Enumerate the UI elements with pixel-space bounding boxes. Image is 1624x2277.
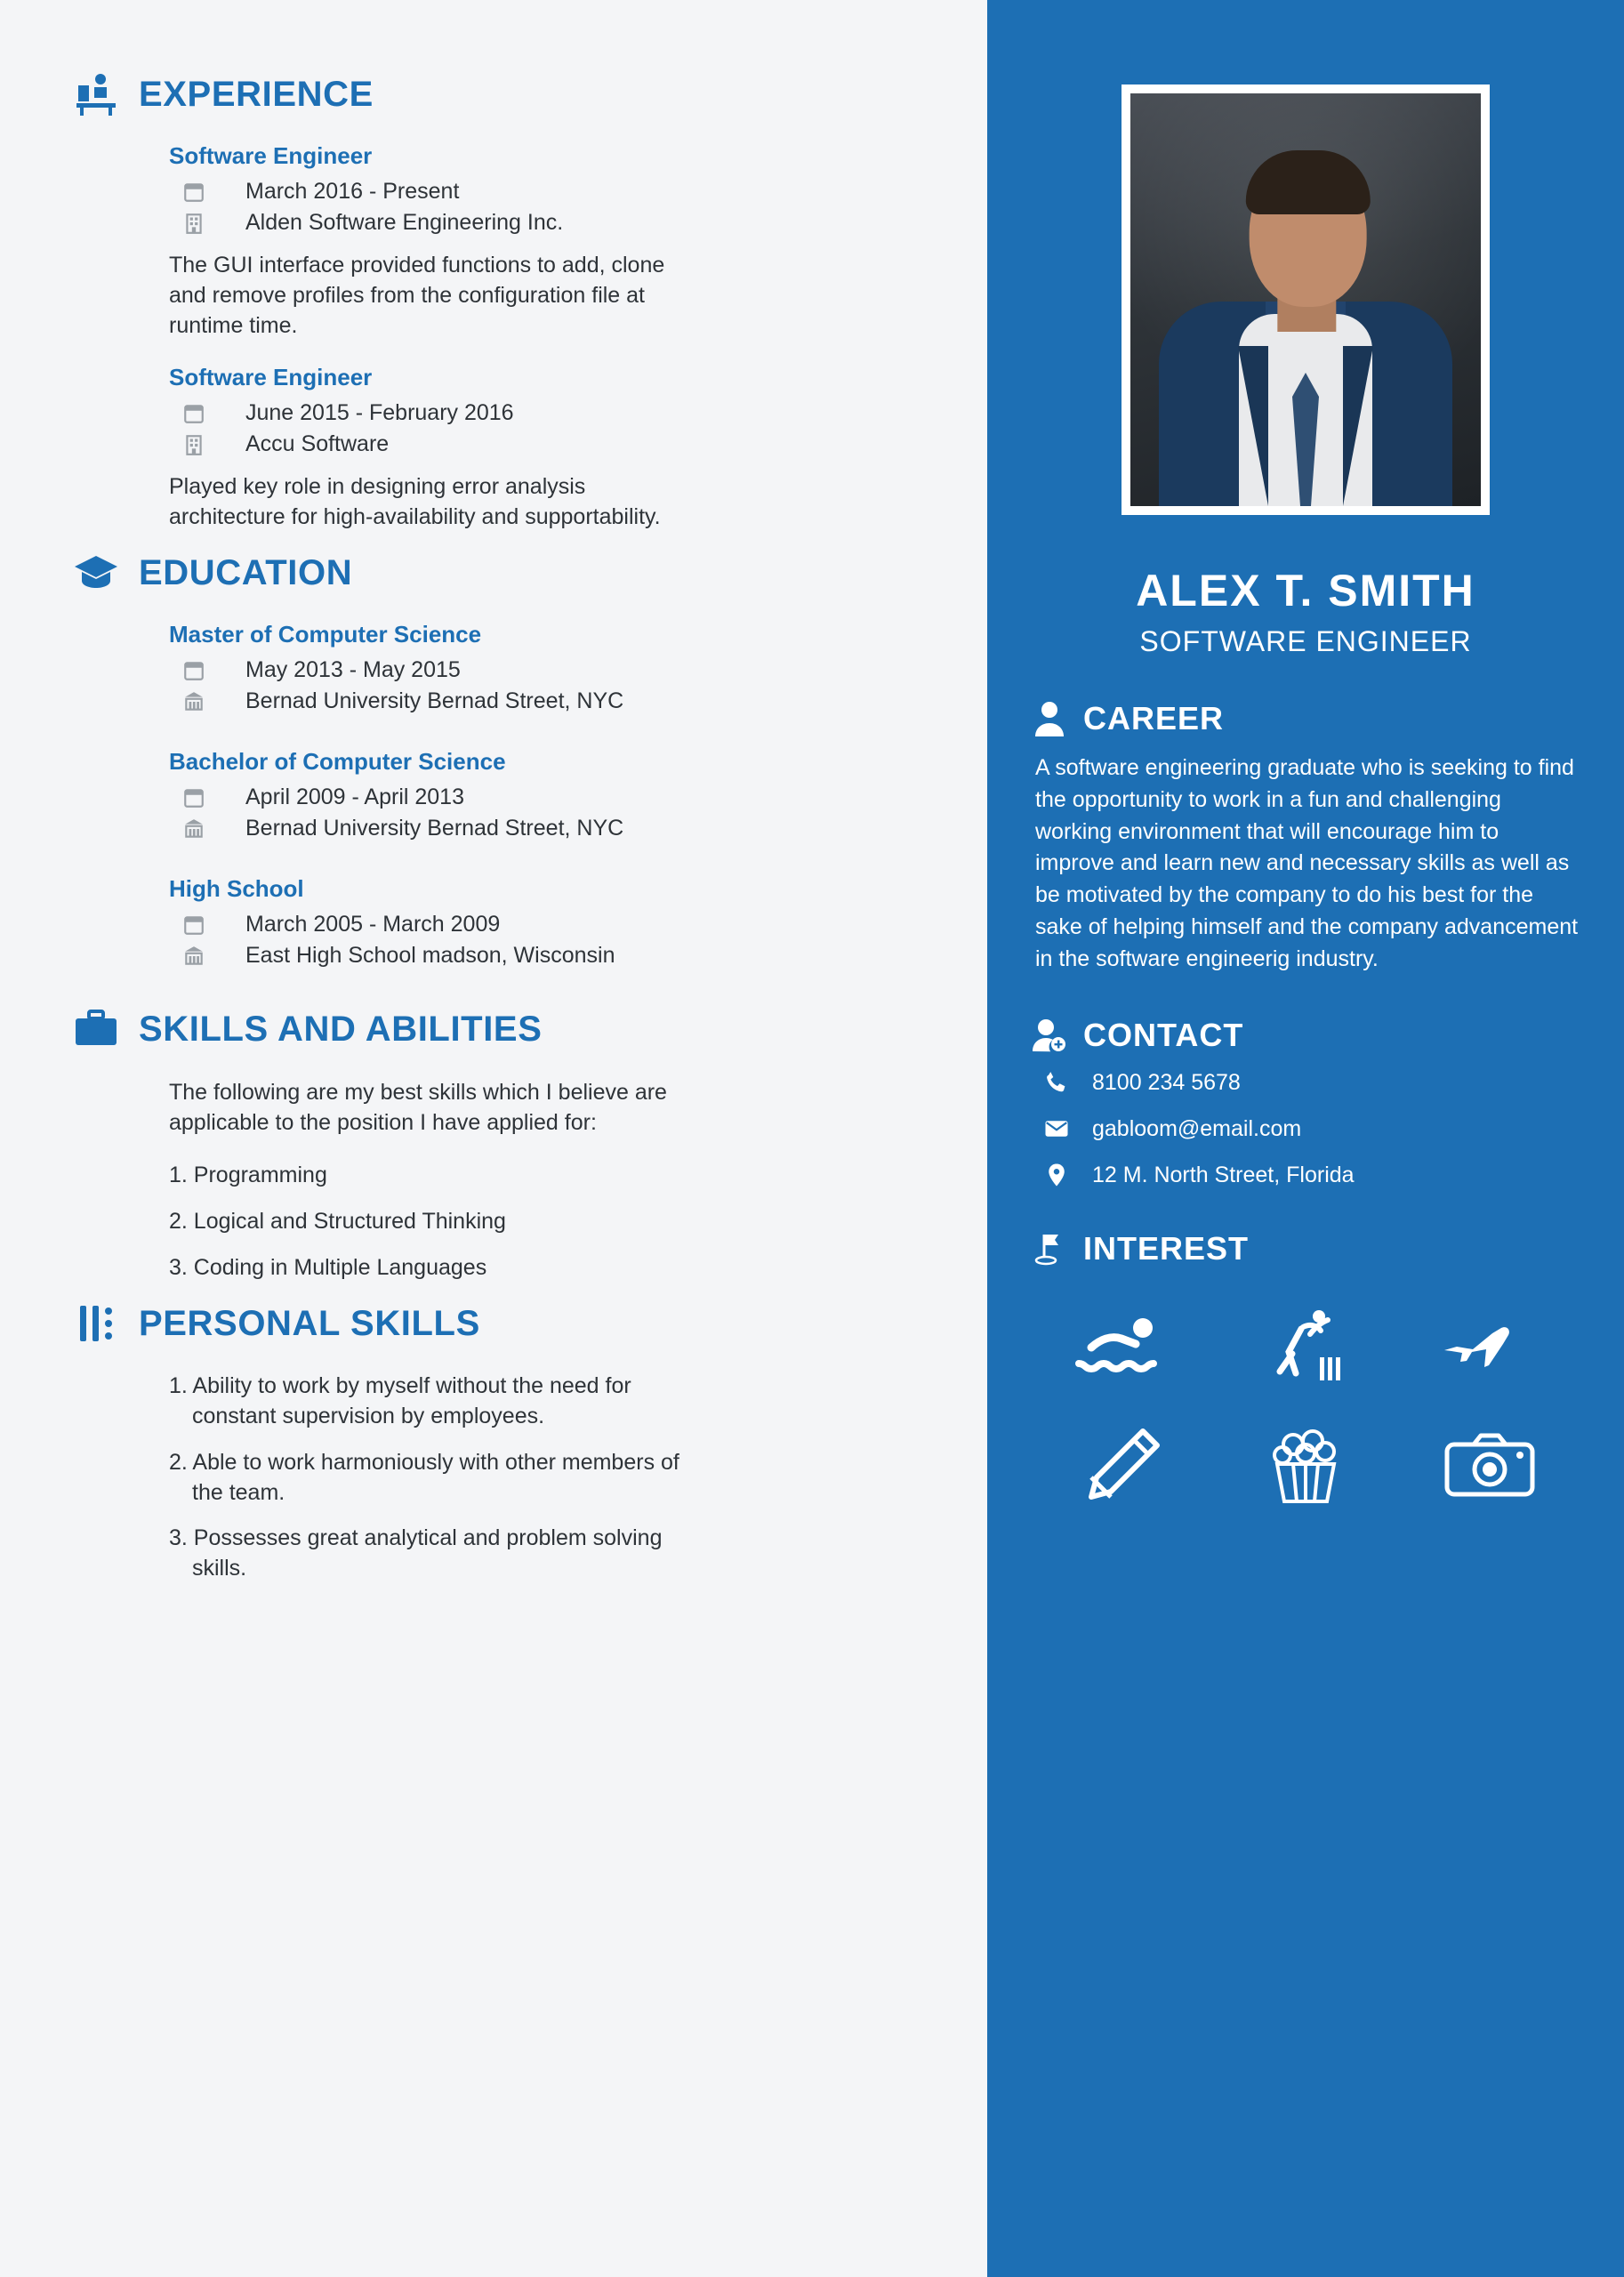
education-section — [71, 548, 925, 969]
job-company: Alden Software Engineering Inc. — [245, 210, 564, 235]
right-column — [987, 0, 1624, 2277]
university-icon — [176, 690, 212, 713]
building-icon — [176, 433, 212, 456]
location-pin-icon — [1041, 1162, 1073, 1188]
experience-title: EXPERIENCE — [139, 74, 374, 114]
education-place-row — [176, 816, 925, 841]
personal-skills-section — [71, 1299, 925, 1584]
skills-section — [71, 1004, 925, 1283]
experience-item — [71, 142, 925, 341]
job-dates: March 2016 - Present — [245, 179, 460, 204]
skills-list-item: 2. Logical and Structured Thinking — [169, 1208, 506, 1234]
job-title: Software Engineer — [169, 364, 373, 390]
building-icon — [176, 212, 212, 235]
education-place: Bernad University Bernad Street, NYC — [245, 688, 624, 713]
workstation-icon — [71, 69, 121, 119]
education-place-row — [176, 688, 925, 714]
education-dates-row — [176, 657, 925, 683]
education-place-row — [176, 943, 925, 969]
job-dates-row — [176, 179, 925, 205]
career-section — [1030, 699, 1581, 975]
education-dates-row — [176, 784, 925, 810]
contact-email[interactable] — [1041, 1115, 1581, 1142]
portrait-photo — [1130, 93, 1481, 506]
skills-list-item: 1. Programming — [169, 1163, 327, 1187]
education-dates-row — [176, 912, 925, 937]
university-icon — [176, 945, 212, 968]
experience-item — [71, 364, 925, 532]
avatar — [1122, 84, 1490, 515]
contact-phone-value: 8100 234 5678 — [1092, 1069, 1241, 1095]
job-dates-row — [176, 400, 925, 426]
personal-skills-item: 3. Possesses great analytical and problem solving skills. — [169, 1525, 663, 1581]
calendar-icon — [176, 402, 212, 425]
job-company-row — [176, 431, 925, 457]
contact-section — [1030, 1016, 1581, 1188]
education-place: Bernad University Bernad Street, NYC — [245, 816, 624, 841]
airplane-icon — [1436, 1300, 1543, 1389]
job-company-row — [176, 210, 925, 236]
pencil-icon — [1068, 1421, 1175, 1510]
education-dates: May 2013 - May 2015 — [245, 657, 461, 682]
interest-icons — [1030, 1300, 1581, 1510]
add-contact-icon — [1030, 1016, 1069, 1055]
job-description: Played key role in designing error analysis architecture for high-availability and supportability. — [169, 474, 661, 529]
personal-skills-item: 1. Ability to work by myself without the need for constant supervision by employees. — [169, 1373, 631, 1428]
job-dates: June 2015 - February 2016 — [245, 400, 514, 425]
education-place: East High School madson, Wisconsin — [245, 943, 615, 968]
swimming-icon — [1068, 1300, 1175, 1389]
university-icon — [176, 817, 212, 841]
education-degree: Bachelor of Computer Science — [169, 748, 506, 775]
contact-phone[interactable] — [1041, 1069, 1581, 1096]
skills-meter-icon — [71, 1299, 121, 1348]
skills-header — [71, 1004, 925, 1054]
camera-icon — [1436, 1421, 1543, 1510]
calendar-icon — [176, 659, 212, 682]
graduation-cap-icon — [71, 548, 121, 598]
career-header — [1030, 699, 1581, 738]
experience-header — [71, 69, 925, 119]
page-title: ALEX T. SMITH — [1136, 566, 1475, 616]
briefcase-icon — [71, 1004, 121, 1054]
calendar-icon — [176, 181, 212, 204]
education-item — [71, 748, 925, 841]
skills-list-item: 3. Coding in Multiple Languages — [169, 1254, 487, 1280]
phone-icon — [1041, 1069, 1073, 1096]
job-company: Accu Software — [245, 431, 390, 456]
education-degree: High School — [169, 875, 304, 902]
experience-section — [71, 69, 925, 532]
personal-skills-header — [71, 1299, 925, 1348]
contact-address-value: 12 M. North Street, Florida — [1092, 1162, 1355, 1187]
skills-title: SKILLS AND ABILITIES — [139, 1009, 543, 1049]
career-text: A software engineering graduate who is seeking to find the opportunity to work in a fun and challenging working environment that will encourage him to improve and learn new and necessary skills as well as be motivated by the company to do his best for the sake of helping himself and the company advancement in the software engineerig industry. — [1035, 755, 1579, 971]
popcorn-icon — [1252, 1421, 1359, 1510]
education-dates: March 2005 - March 2009 — [245, 912, 501, 937]
contact-header — [1030, 1016, 1581, 1055]
education-item — [71, 621, 925, 714]
job-role-subtitle: SOFTWARE ENGINEER — [1139, 625, 1472, 657]
contact-email-value: gabloom@email.com — [1092, 1115, 1302, 1141]
interest-section — [1030, 1229, 1581, 1510]
person-icon — [1030, 699, 1069, 738]
education-dates: April 2009 - April 2013 — [245, 784, 464, 809]
education-header — [71, 548, 925, 598]
interest-header — [1030, 1229, 1581, 1268]
flag-icon — [1030, 1229, 1069, 1268]
personal-skills-item: 2. Able to work harmoniously with other members of the team. — [169, 1449, 679, 1505]
calendar-icon — [176, 786, 212, 809]
education-item — [71, 875, 925, 969]
cricket-icon — [1252, 1300, 1359, 1389]
education-degree: Master of Computer Science — [169, 621, 482, 648]
calendar-icon — [176, 913, 212, 937]
job-title: Software Engineer — [169, 142, 373, 169]
personal-skills-title: PERSONAL SKILLS — [139, 1303, 480, 1343]
envelope-icon — [1041, 1115, 1073, 1142]
interest-title: INTEREST — [1083, 1230, 1250, 1267]
skills-intro: The following are my best skills which I believe are applicable to the position I have applied for: — [169, 1080, 667, 1135]
contact-address[interactable] — [1041, 1162, 1581, 1188]
career-title: CAREER — [1083, 700, 1225, 736]
contact-title: CONTACT — [1083, 1017, 1244, 1054]
job-description: The GUI interface provided functions to add, clone and remove profiles from the configuration file at runtime time. — [169, 253, 665, 338]
education-title: EDUCATION — [139, 552, 353, 592]
